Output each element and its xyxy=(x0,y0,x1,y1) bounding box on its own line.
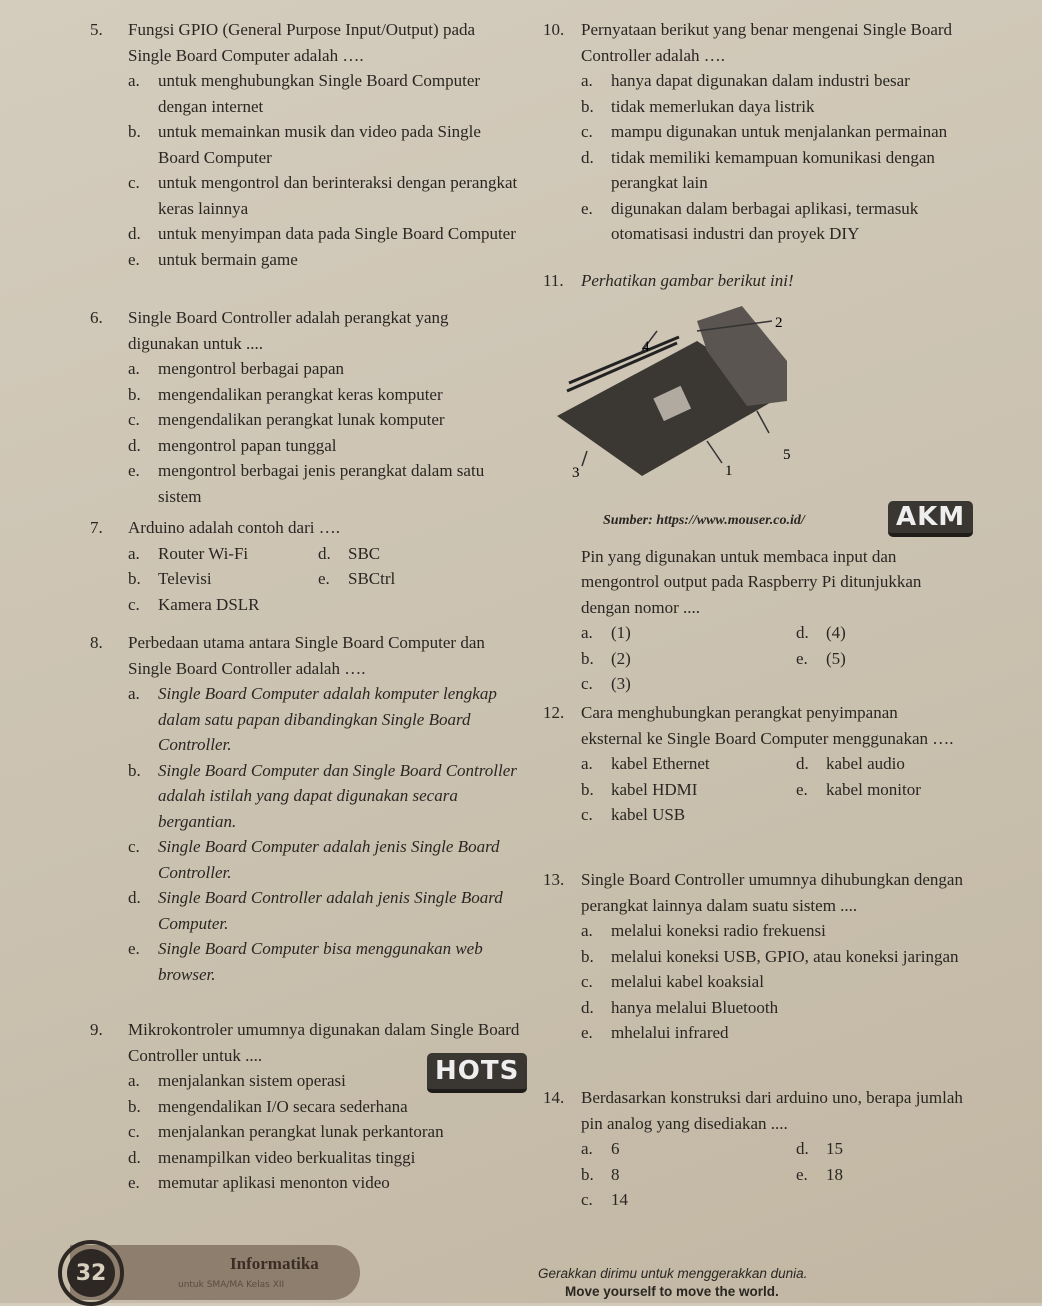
option-text: Televisi xyxy=(158,569,212,588)
option-letter: d. xyxy=(128,888,141,907)
option-b xyxy=(581,1162,796,1188)
question-header xyxy=(90,515,520,541)
question-header xyxy=(543,268,963,294)
option-c xyxy=(581,802,796,828)
option-text: melalui koneksi USB, GPIO, atau koneksi jaringan xyxy=(611,946,959,966)
option-c xyxy=(581,969,963,995)
option-text: (5) xyxy=(826,648,846,668)
question-stem: Arduino adalah contoh dari …. xyxy=(128,518,340,537)
option-b xyxy=(128,758,520,835)
option-letter: b. xyxy=(581,1164,594,1184)
option-letter: b. xyxy=(581,96,594,116)
option-letter: c. xyxy=(581,1190,593,1209)
hots-badge: HOTS xyxy=(427,1053,527,1093)
option-letter: e. xyxy=(581,198,593,218)
motto-english: Move yourself to move the world. xyxy=(565,1284,779,1299)
option-e xyxy=(796,646,963,672)
option-letter: a. xyxy=(128,1071,140,1090)
question-stem: Cara menghubungkan perangkat penyimpanan eksternal ke Single Board Computer menggunakan …. xyxy=(581,703,954,748)
option-text: untuk mengontrol dan berinteraksi dengan perangkat keras lainnya xyxy=(158,173,518,218)
option-text: Single Board Computer adalah komputer lengkap dalam satu papan dibandingkan Single Board Controller. xyxy=(158,684,497,754)
option-d xyxy=(796,620,963,646)
option-e xyxy=(581,196,963,247)
option-text: untuk memainkan musik dan video pada Single Board Computer xyxy=(158,122,481,167)
option-letter: e. xyxy=(128,249,140,269)
option-letter: e. xyxy=(796,648,808,668)
question-number: 5. xyxy=(90,20,103,39)
option-d xyxy=(796,1136,963,1162)
option-text: menampilkan video berkualitas tinggi xyxy=(158,1147,416,1167)
option-text: untuk menyimpan data pada Single Board Computer xyxy=(158,224,516,243)
option-d xyxy=(128,885,520,936)
option-text: menjalankan perangkat lunak perkantoran xyxy=(158,1122,444,1141)
options xyxy=(581,1136,963,1213)
option-text: Single Board Computer bisa menggunakan web browser. xyxy=(158,939,483,984)
option-text: mengontrol berbagai jenis perangkat dalam satu sistem xyxy=(158,461,485,506)
option-letter: a. xyxy=(581,1139,593,1158)
question-stem: Perhatikan gambar berikut ini! xyxy=(581,271,794,290)
option-text: mengendalikan perangkat keras komputer xyxy=(158,384,443,404)
raspberry-pi-figure xyxy=(547,301,807,486)
options xyxy=(581,918,963,1046)
option-c xyxy=(581,671,796,697)
figure-source: Sumber: https://www.mouser.co.id/ xyxy=(603,512,805,528)
option-letter: c. xyxy=(128,410,140,429)
option-letter: a. xyxy=(128,359,140,378)
option-letter: d. xyxy=(581,997,594,1017)
option-letter: d. xyxy=(796,623,809,642)
option-letter: d. xyxy=(128,1147,141,1167)
option-c xyxy=(128,1119,520,1145)
motto-indonesian: Gerakkan dirimu untuk menggerakkan dunia. xyxy=(538,1266,808,1281)
option-a xyxy=(128,68,520,119)
option-text: 18 xyxy=(826,1164,843,1184)
option-e xyxy=(128,936,520,987)
option-e xyxy=(318,566,520,592)
option-letter: d. xyxy=(318,543,331,563)
page-number-badge xyxy=(58,1240,124,1306)
option-d xyxy=(581,145,963,196)
option-text: kabel Ethernet xyxy=(611,754,710,773)
option-text: 8 xyxy=(611,1164,620,1184)
option-letter: c. xyxy=(128,594,140,614)
question-number: 6. xyxy=(90,308,103,327)
option-a xyxy=(581,751,796,777)
option-a xyxy=(581,620,796,646)
option-letter: b. xyxy=(128,384,141,404)
figure-area xyxy=(543,294,966,544)
question-number: 8. xyxy=(90,633,103,652)
option-d xyxy=(128,433,520,459)
option-text: (2) xyxy=(611,648,631,668)
options xyxy=(581,751,963,828)
option-text: mampu digunakan untuk menjalankan permainan xyxy=(611,122,948,141)
book-title: Informatika xyxy=(230,1254,319,1273)
question-stem: Mikrokontroler umumnya digunakan dalam Single Board Controller untuk .... xyxy=(128,1020,520,1065)
option-text: hanya dapat digunakan dalam industri besar xyxy=(611,71,910,90)
option-text: (1) xyxy=(611,623,631,642)
option-text: kabel monitor xyxy=(826,779,921,799)
figure-label-1: 1 xyxy=(725,462,733,479)
book-subtitle: untuk SMA/MA Kelas XII xyxy=(178,1280,285,1290)
option-text: (3) xyxy=(611,674,631,693)
option-letter: d. xyxy=(796,754,809,773)
option-letter: e. xyxy=(796,1164,808,1184)
option-text: untuk bermain game xyxy=(158,249,298,269)
figure-label-3: 3 xyxy=(572,464,580,481)
option-letter: e. xyxy=(128,939,140,958)
question-stem: Fungsi GPIO (General Purpose Input/Output) pada Single Board Computer adalah …. xyxy=(128,20,476,65)
option-text: 15 xyxy=(826,1139,843,1158)
question-stem: Berdasarkan konstruksi dari arduino uno, berapa jumlah pin analog yang disediakan .... xyxy=(581,1088,963,1133)
option-letter: d. xyxy=(128,224,141,243)
option-a xyxy=(581,68,963,94)
option-letter: e. xyxy=(796,779,808,799)
option-c xyxy=(128,170,520,221)
question-header xyxy=(90,17,520,68)
option-text: kabel HDMI xyxy=(611,779,698,799)
option-letter: d. xyxy=(128,435,141,455)
option-d xyxy=(796,751,963,777)
option-c xyxy=(128,834,520,885)
option-letter: a. xyxy=(128,71,140,90)
option-c xyxy=(581,1187,796,1213)
option-e xyxy=(128,1170,520,1196)
option-b xyxy=(128,382,520,408)
option-letter: d. xyxy=(796,1139,809,1158)
option-letter: e. xyxy=(581,1023,593,1042)
option-letter: c. xyxy=(581,122,593,141)
figure-label-5: 5 xyxy=(783,446,791,463)
option-text: mhelalui infrared xyxy=(611,1023,729,1042)
option-text: 14 xyxy=(611,1190,628,1209)
question-number: 10. xyxy=(543,20,565,39)
option-b xyxy=(128,1094,520,1120)
option-letter: a. xyxy=(581,754,593,773)
option-text: Single Board Computer adalah jenis Single Board Controller. xyxy=(158,837,500,882)
question-7 xyxy=(90,515,520,617)
option-c xyxy=(128,592,318,618)
option-text: melalui koneksi radio frekuensi xyxy=(611,921,826,940)
option-a xyxy=(128,681,520,758)
option-text: hanya melalui Bluetooth xyxy=(611,997,779,1017)
option-letter: b. xyxy=(128,760,141,780)
option-letter: a. xyxy=(581,71,593,90)
question-number: 12. xyxy=(543,703,565,722)
question-stem: Pernyataan berikut yang benar mengenai Single Board Controller adalah …. xyxy=(581,20,953,65)
option-text: SBC xyxy=(348,543,381,563)
question-header xyxy=(543,867,963,918)
option-text: menjalankan sistem operasi xyxy=(158,1071,346,1090)
options xyxy=(128,541,520,618)
options xyxy=(581,68,963,247)
question-stem: Single Board Controller adalah perangkat yang digunakan untuk .... xyxy=(128,308,449,353)
option-text: Single Board Computer dan Single Board Controller adalah istilah yang dapat digunakan secara bergantian. xyxy=(158,760,517,831)
question-8 xyxy=(90,630,520,987)
option-text: kabel audio xyxy=(826,754,905,773)
option-text: mengendalikan I/O secara sederhana xyxy=(158,1096,408,1116)
option-b xyxy=(581,94,963,120)
option-text: melalui kabel koaksial xyxy=(611,972,764,991)
option-text: mengontrol papan tunggal xyxy=(158,435,337,455)
option-text: Single Board Controller adalah jenis Single Board Computer. xyxy=(158,888,503,933)
akm-badge: AKM xyxy=(888,501,973,537)
question-stem: Perbedaan utama antara Single Board Computer dan Single Board Controller adalah …. xyxy=(128,633,485,678)
option-letter: d. xyxy=(581,147,594,167)
question-number: 14. xyxy=(543,1088,565,1107)
page-number: 32 xyxy=(67,1249,115,1297)
figure-label-4: 4 xyxy=(642,338,650,355)
option-letter: c. xyxy=(128,837,140,856)
option-letter: c. xyxy=(128,173,140,192)
question-number: 11. xyxy=(543,271,564,290)
option-b xyxy=(128,566,318,592)
option-b xyxy=(581,777,796,803)
option-e xyxy=(128,247,520,273)
question-header xyxy=(543,1085,963,1136)
option-e xyxy=(796,1162,963,1188)
option-letter: e. xyxy=(318,569,330,588)
question-5 xyxy=(90,17,520,272)
option-text: memutar aplikasi menonton video xyxy=(158,1173,390,1192)
question-number: 9. xyxy=(90,1020,103,1039)
option-text: tidak memiliki kemampuan komunikasi dengan perangkat lain xyxy=(611,147,935,192)
option-letter: a. xyxy=(128,684,140,703)
option-letter: e. xyxy=(128,1173,140,1192)
option-text: Kamera DSLR xyxy=(158,594,260,614)
options xyxy=(581,620,963,697)
question-stem: Single Board Controller umumnya dihubungkan dengan perangkat lainnya dalam suatu sistem .... xyxy=(581,870,963,915)
option-letter: b. xyxy=(128,569,141,588)
options xyxy=(128,68,520,272)
option-letter: a. xyxy=(581,921,593,940)
option-letter: c. xyxy=(581,674,593,693)
option-c xyxy=(581,119,963,145)
question-14 xyxy=(543,1085,963,1213)
question-header xyxy=(90,630,520,681)
option-b xyxy=(581,646,796,672)
option-d xyxy=(128,221,520,247)
option-e xyxy=(796,777,963,803)
option-letter: b. xyxy=(581,648,594,668)
option-letter: e. xyxy=(128,461,140,480)
option-e xyxy=(581,1020,963,1046)
question-13 xyxy=(543,867,963,1046)
question-header xyxy=(90,305,520,356)
option-text: kabel USB xyxy=(611,805,686,824)
question-number: 7. xyxy=(90,518,103,537)
option-letter: a. xyxy=(128,543,140,563)
option-text: SBCtrl xyxy=(348,569,396,588)
figure-label-2: 2 xyxy=(775,314,783,331)
option-letter: a. xyxy=(581,623,593,642)
question-10 xyxy=(543,17,963,247)
option-a xyxy=(128,541,318,567)
option-e xyxy=(128,458,520,509)
option-letter: b. xyxy=(128,1096,141,1116)
option-a xyxy=(128,356,520,382)
question-11 xyxy=(543,268,966,697)
option-letter: b. xyxy=(128,122,141,141)
option-a xyxy=(581,918,963,944)
question-followup: Pin yang digunakan untuk membaca input dan mengontrol output pada Raspberry Pi ditunjukkan dengan nomor .... xyxy=(581,546,922,617)
option-a xyxy=(581,1136,796,1162)
option-letter: c. xyxy=(128,1122,140,1141)
option-text: tidak memerlukan daya listrik xyxy=(611,96,815,116)
option-d xyxy=(318,541,520,567)
option-letter: b. xyxy=(581,946,594,966)
option-text: 6 xyxy=(611,1139,620,1158)
question-header xyxy=(543,17,963,68)
option-text: mengendalikan perangkat lunak komputer xyxy=(158,410,445,429)
option-d xyxy=(128,1145,520,1171)
option-letter: c. xyxy=(581,805,593,824)
question-6 xyxy=(90,305,520,509)
option-text: untuk menghubungkan Single Board Computer dengan internet xyxy=(158,71,481,116)
question-9 xyxy=(90,1017,520,1196)
options xyxy=(128,681,520,987)
option-text: (4) xyxy=(826,623,846,642)
option-text: mengontrol berbagai papan xyxy=(158,359,344,378)
question-number: 13. xyxy=(543,870,565,889)
option-text: digunakan dalam berbagai aplikasi, termasuk otomatisasi industri dan proyek DIY xyxy=(611,198,919,243)
option-letter: c. xyxy=(581,972,593,991)
option-d xyxy=(581,995,963,1021)
options xyxy=(128,356,520,509)
option-text: Router Wi-Fi xyxy=(158,543,249,563)
question-header xyxy=(543,700,963,751)
option-b xyxy=(581,944,963,970)
option-b xyxy=(128,119,520,170)
option-letter: b. xyxy=(581,779,594,799)
option-c xyxy=(128,407,520,433)
question-12 xyxy=(543,700,963,828)
